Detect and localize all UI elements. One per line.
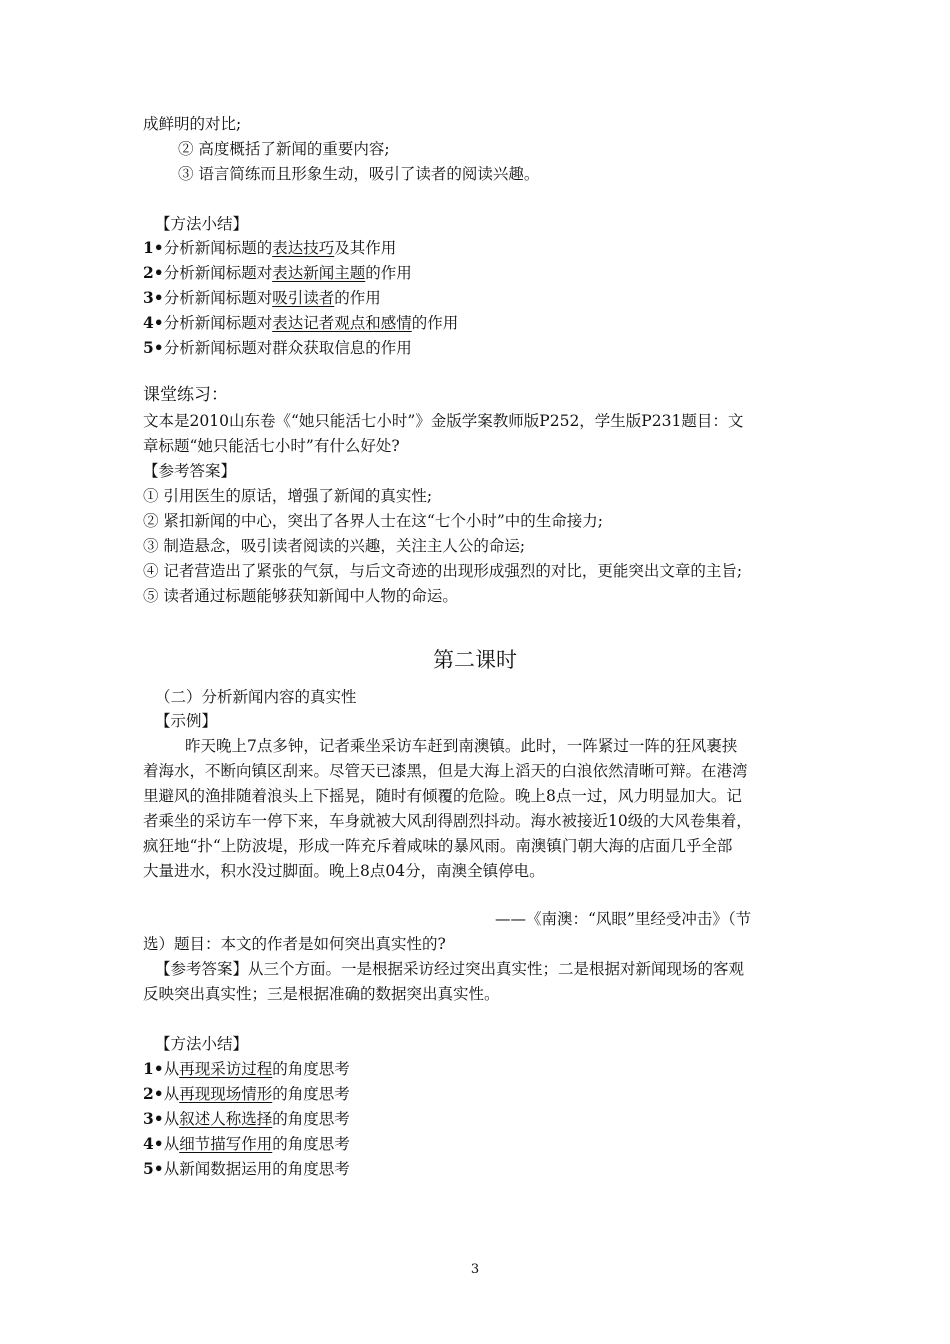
section-title: 第二课时 [433,648,517,672]
text-line: 章标题“她只能活七小时”有什么好处? [143,437,400,455]
answer-item: ③ 制造悬念，吸引读者阅读的兴趣，关注主人公的命运; [143,537,526,555]
passage-line: 大量进水，积水没过脚面。晚上8点04分，南澳全镇停电。 [143,862,545,880]
answer-item: ① 引用医生的原话，增强了新闻的真实性; [143,487,433,505]
source-line: ——《南澳：“风眼”里经受冲击》（节 [495,910,752,928]
method-item: 4•从细节描写作用的角度思考 [143,1134,350,1153]
method-item: 5•从新闻数据运用的角度思考 [143,1159,350,1178]
method-item: 5•分析新闻标题对群众获取信息的作用 [143,338,412,357]
method-item: 2•从再现现场情形的角度思考 [143,1084,350,1103]
text-line: 文本是2010山东卷《“她只能活七小时”》金版学案教师版P252，学生版P231题目：文 [143,412,744,430]
method-item: 4•分析新闻标题对表达记者观点和感情的作用 [143,313,459,332]
practice-heading: 课堂练习： [143,385,228,405]
passage-line: 昨天晚上7点多钟，记者乘坐采访车赶到南澳镇。此时，一阵紧过一阵的狂风裹挟 [185,737,738,755]
method-item: 3•从叙述人称选择的角度思考 [143,1109,350,1128]
answer-item: ④ 记者营造出了紧张的气氛，与后文奇迹的出现形成强烈的对比，更能突出文章的主旨; [143,562,743,580]
text-line: 成鲜明的对比; [143,115,242,133]
method-heading: 【方法小结】 [155,215,249,233]
method-item: 2•分析新闻标题对表达新闻主题的作用 [143,263,412,282]
example-heading: 【示例】 [155,712,218,730]
page-number: 3 [470,1262,480,1277]
answer-heading: 【参考答案】 [143,462,237,480]
passage-line: 里避风的渔排随着浪头上下摇晃，随时有倾覆的危险。晚上8点一过，风力明显加大。记 [143,787,742,805]
text-line: ② 高度概括了新闻的重要内容; [178,140,390,158]
method-heading: 【方法小结】 [155,1035,249,1053]
passage-line: 疯狂地“扑“上防波堤，形成一阵充斥着咸味的暴风雨。南澳镇门朝大海的店面几乎全部 [143,837,733,855]
text-line: ③ 语言简练而且形象生动，吸引了读者的阅读兴趣。 [178,165,540,183]
subsection-heading: （二）分析新闻内容的真实性 [155,688,357,706]
answer-line: 【参考答案】从三个方面。一是根据采访经过突出真实性；二是根据对新闻现场的客观 [155,960,745,978]
method-item: 3•分析新闻标题对吸引读者的作用 [143,288,381,307]
passage-line: 者乘坐的采访车一停下来，车身就被大风刮得剧烈抖动。海水被接近10级的大风卷集着， [143,812,752,830]
method-item: 1•分析新闻标题的表达技巧及其作用 [143,238,397,257]
answer-item: ② 紧扣新闻的中心，突出了各界人士在这“七个小时”中的生命接力; [143,512,603,530]
answer-item: ⑤ 读者通过标题能够获知新闻中人物的命运。 [143,587,458,605]
question-line: 选）题目：本文的作者是如何突出真实性的? [143,935,446,953]
answer-line: 反映突出真实性；三是根据准确的数据突出真实性。 [143,985,500,1003]
method-item: 1•从再现采访过程的角度思考 [143,1059,350,1078]
passage-line: 着海水，不断向镇区刮来。尽管天已漆黑，但是大海上滔天的白浪依然清晰可辩。在港湾 [143,762,748,780]
